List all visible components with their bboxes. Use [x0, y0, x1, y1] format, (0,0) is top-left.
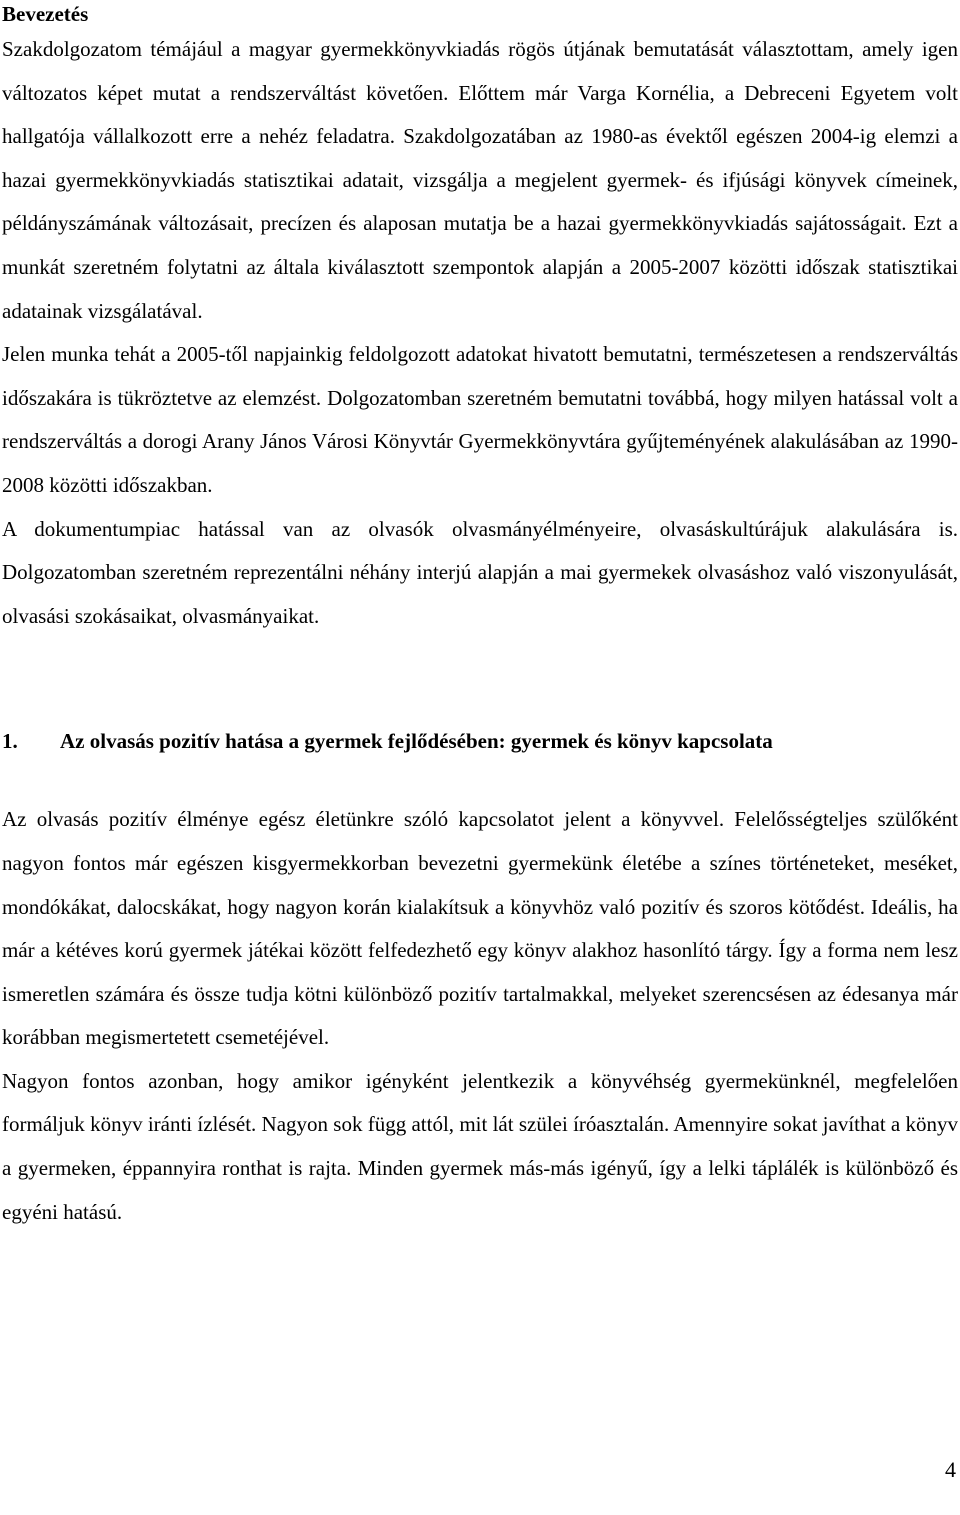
intro-heading: Bevezetés	[2, 2, 89, 26]
intro-paragraph-2: Jelen munka tehát a 2005-től napjainkig feldolgozott adatokat hivatott bemutatni, természetesen a rendszerváltás időszakára is tükröztetve az elemzést. Dolgozatomban szeretném bemutatni továbbá, hogy milyen hatással volt a rendszerváltás a dorogi Arany János Városi Könyvtár Gyermekkönyvtára gyűjteményének alakulásában az 1990-2008 közötti időszakban.	[2, 342, 958, 497]
section-1-title: Az olvasás pozitív hatása a gyermek fejlődésében: gyermek és könyv kapcsolata	[60, 729, 773, 754]
intro-paragraph-1: Szakdolgozatom témájául a magyar gyermekkönyvkiadás rögös útjának bemutatását választottam, amely igen változatos képet mutat a rendszerváltást követően. Előttem már Varga Kornélia, a Debreceni Egyetem volt hallgatója vállalkozott erre a nehéz feladatra. Szakdolgozatában az 1980-as évektől egészen 2004-ig elemzi a hazai gyermekkönyvkiadás statisztikai adatait, vizsgálja a megjelent gyermek- és ifjúsági könyvek címeinek, példányszámának változásait, precízen és alaposan mutatja be a hazai gyermekkönyvkiadás sajátosságait. Ezt a munkát szeretném folytatni az általa kiválasztott szempontok alapján a 2005-2007 közötti időszak statisztikai adatainak vizsgálatával.	[2, 37, 958, 323]
section-1-paragraph-2: Nagyon fontos azonban, hogy amikor igényként jelentkezik a könyvéhség gyermekünknél, megfelelően formáljuk könyv iránti ízlését. Nagyon sok függ attól, mit lát szülei íróasztalán. Amennyire sokat javíthat a könyv a gyermeken, éppannyira ronthat is rajta. Minden gyermek más-más igényű, így a lelki táplálék is különböző és egyéni hatású.	[2, 1068, 958, 1224]
intro-paragraph-3: A dokumentumpiac hatással van az olvasók olvasmányélményeire, olvasáskultúrájuk alakulására is. Dolgozatomban szeretném reprezentálni néhány interjú alapján a mai gyermekek olvasáshoz való viszonyulását, olvasási szokásaikat, olvasmányaikat.	[2, 516, 958, 628]
section-1-paragraph-1: Az olvasás pozitív élménye egész életünkre szóló kapcsolatot jelent a könyvvel. Felelősségteljes szülőként nagyon fontos már egészen kisgyermekkorban bevezetni gyermekünk életébe a színes történeteket, meséket, mondókákat, dalocskákat, hogy nagyon korán kialakítsuk a könyvhöz való pozitív és szoros kötődést. Ideális, ha már a kétéves korú gyermek játékai között felfedezhető egy könyv alakhoz hasonlító tárgy. Így a forma nem lesz ismeretlen számára és össze tudja kötni különböző pozitív tartalmakkal, melyeket szerencsésen az édesanya már korábban megismertetett csemetéjével.	[2, 807, 958, 1050]
page-number: 4	[945, 1457, 956, 1482]
section-1-heading	[2, 726, 958, 756]
section-1-number: 1.	[2, 729, 18, 754]
section-1-body	[2, 798, 958, 1234]
